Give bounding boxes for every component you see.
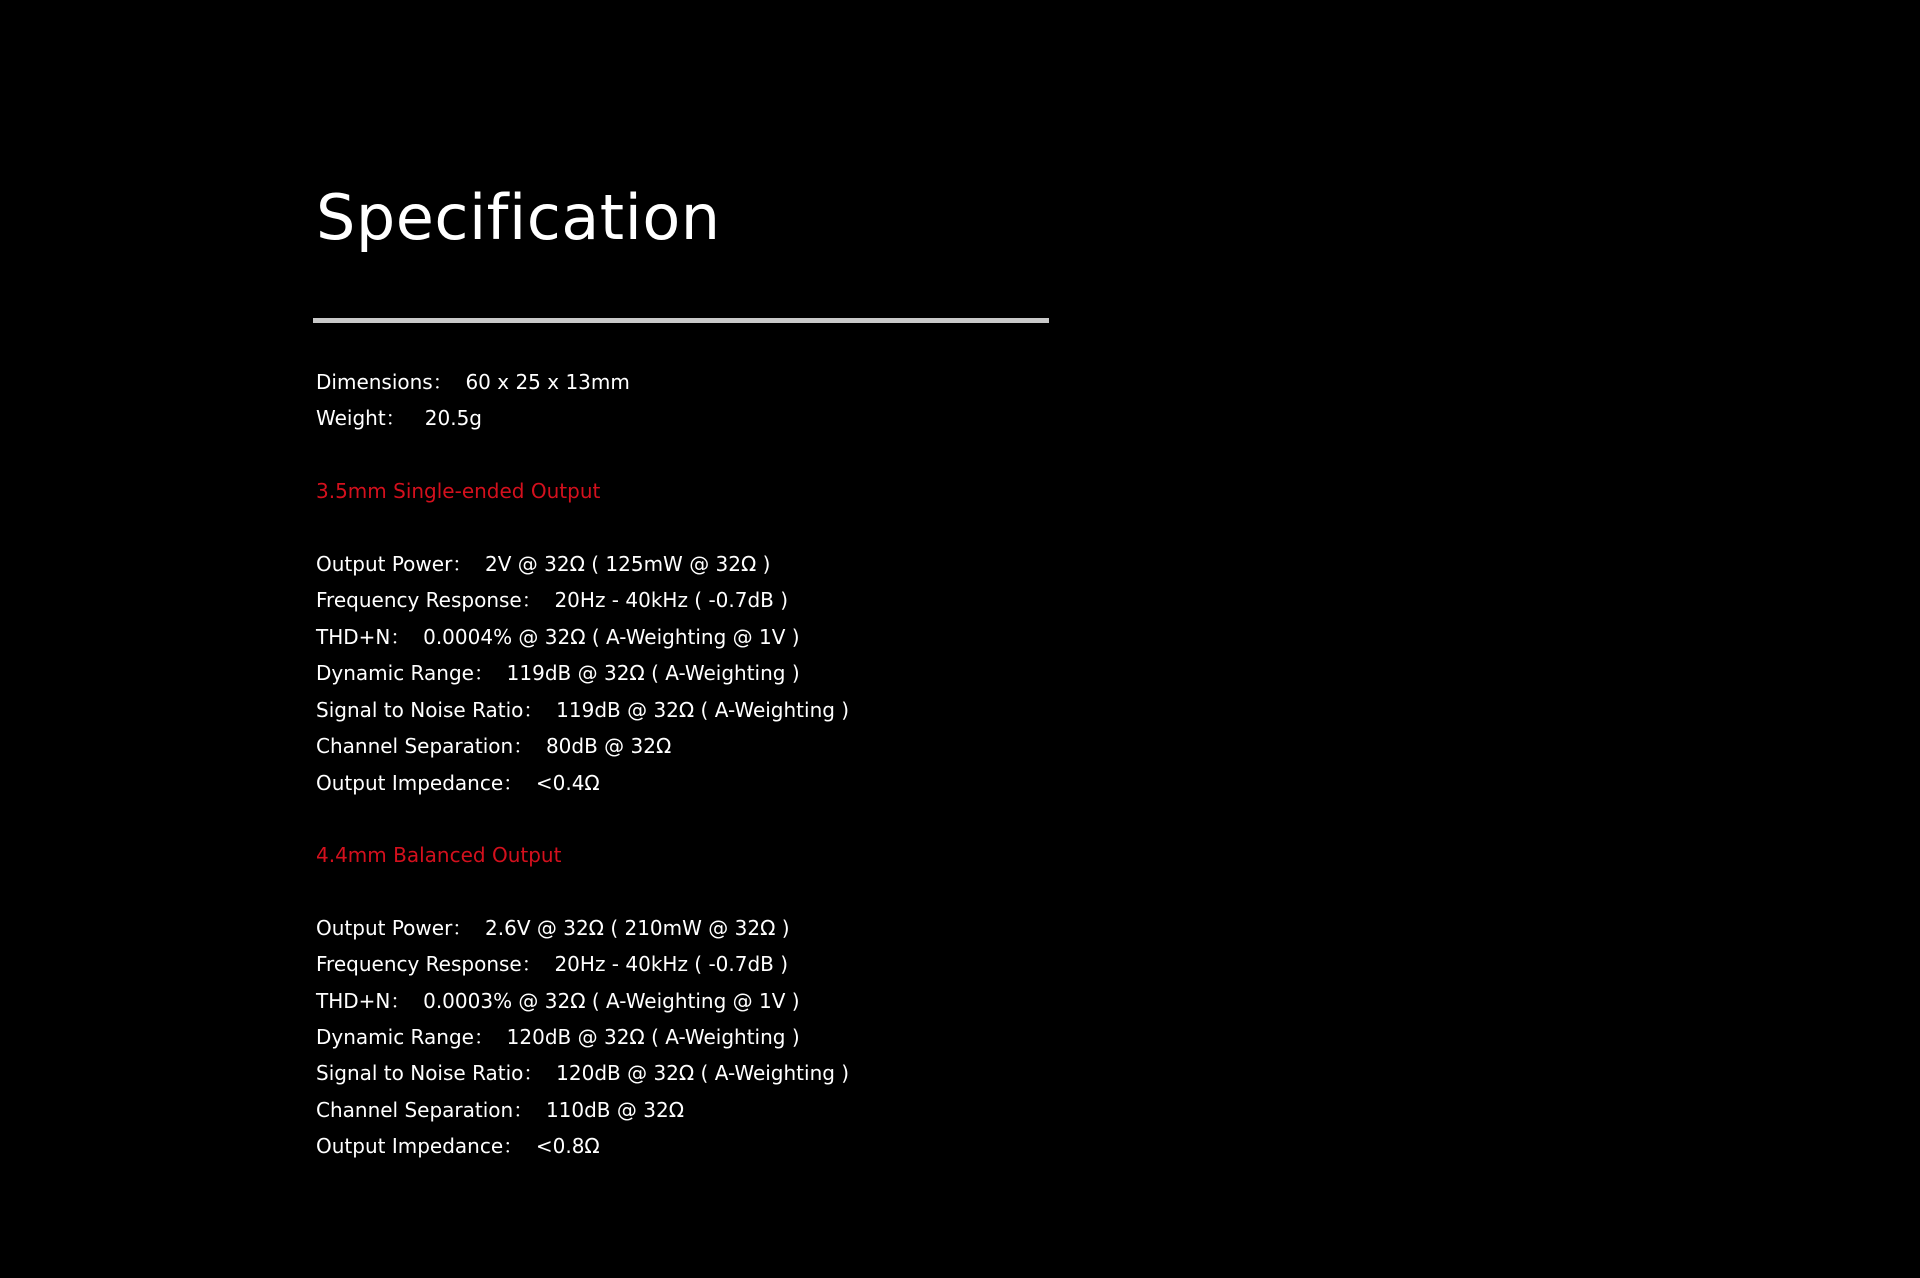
spec-value: <0.4Ω <box>535 771 600 795</box>
balanced-spec-row <box>316 950 788 978</box>
single-ended-spec-row <box>316 659 800 687</box>
balanced-heading: 4.4mm Balanced Output <box>316 843 562 867</box>
spec-label: Frequency Response： <box>316 588 542 612</box>
spec-dimensions <box>316 368 630 396</box>
spec-label: Output Power： <box>316 552 473 576</box>
spec-label: THD+N： <box>316 625 411 649</box>
spec-value: 0.0003% @ 32Ω ( A-Weighting @ 1V ) <box>423 989 800 1013</box>
spec-value: 60 x 25 x 13mm <box>465 370 630 394</box>
spec-label: Output Impedance： <box>316 771 524 795</box>
page-title: Specification <box>316 181 721 254</box>
balanced-spec-row <box>316 987 800 1015</box>
single-ended-spec-row <box>316 623 800 651</box>
spec-value: 119dB @ 32Ω ( A-Weighting ) <box>506 661 800 685</box>
spec-label: Dynamic Range： <box>316 661 494 685</box>
spec-label: Signal to Noise Ratio： <box>316 698 544 722</box>
balanced-spec-row <box>316 1059 849 1087</box>
spec-value: 119dB @ 32Ω ( A-Weighting ) <box>556 698 850 722</box>
single-ended-spec-row <box>316 732 671 760</box>
single-ended-spec-row <box>316 769 600 797</box>
spec-label: Output Impedance： <box>316 1134 524 1158</box>
balanced-spec-row <box>316 1132 600 1160</box>
spec-label: THD+N： <box>316 989 411 1013</box>
balanced-spec-row <box>316 1023 800 1051</box>
spec-value: 2V @ 32Ω ( 125mW @ 32Ω ) <box>485 552 771 576</box>
spec-value: 120dB @ 32Ω ( A-Weighting ) <box>506 1025 800 1049</box>
spec-label: Output Power： <box>316 916 473 940</box>
spec-label: Weight： <box>316 406 406 430</box>
spec-label: Channel Separation： <box>316 1098 534 1122</box>
spec-label: Channel Separation： <box>316 734 534 758</box>
spec-value: 0.0004% @ 32Ω ( A-Weighting @ 1V ) <box>423 625 800 649</box>
balanced-spec-row <box>316 914 790 942</box>
single-ended-spec-row <box>316 550 770 578</box>
single-ended-spec-row <box>316 586 788 614</box>
balanced-spec-row <box>316 1096 684 1124</box>
spec-weight <box>316 404 482 432</box>
spec-value: 110dB @ 32Ω <box>545 1098 684 1122</box>
spec-value: 20Hz - 40kHz ( -0.7dB ) <box>554 588 789 612</box>
spec-value: 20Hz - 40kHz ( -0.7dB ) <box>554 952 789 976</box>
spec-label: Dynamic Range： <box>316 1025 494 1049</box>
spec-value: <0.8Ω <box>535 1134 600 1158</box>
single-ended-spec-row <box>316 696 849 724</box>
spec-value: 80dB @ 32Ω <box>545 734 672 758</box>
spec-value: 120dB @ 32Ω ( A-Weighting ) <box>556 1061 850 1085</box>
spec-value: 20.5g <box>424 406 482 430</box>
spec-label: Signal to Noise Ratio： <box>316 1061 544 1085</box>
single-ended-heading: 3.5mm Single-ended Output <box>316 479 601 503</box>
title-divider <box>313 318 1049 323</box>
spec-value: 2.6V @ 32Ω ( 210mW @ 32Ω ) <box>485 916 790 940</box>
spec-label: Dimensions： <box>316 370 453 394</box>
spec-label: Frequency Response： <box>316 952 542 976</box>
